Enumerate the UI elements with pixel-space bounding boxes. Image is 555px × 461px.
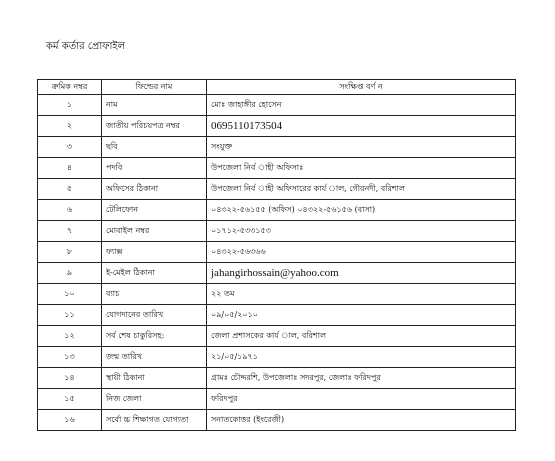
table-row xyxy=(38,284,516,305)
description-cell: ০৪৩২২-৫৬১৫৫ (অফিস) ০৪৩২২-৫৬১৫৬ (বাসা) xyxy=(207,200,516,221)
description-cell: মোঃ জাহাঙ্গীর হোসেন xyxy=(207,95,516,116)
description-cell: ফরিদপুর xyxy=(207,389,516,410)
field-name-cell: সর্ব শেষ চাকুরিসহ: xyxy=(102,326,207,347)
description-cell: ২২ তম xyxy=(207,284,516,305)
field-name-cell: মোবাইল নম্বর xyxy=(102,221,207,242)
table-row xyxy=(38,326,516,347)
serial-number-cell: ৯ xyxy=(38,263,102,284)
serial-number-cell: ১৪ xyxy=(38,368,102,389)
table-row xyxy=(38,347,516,368)
serial-number-cell: ৬ xyxy=(38,200,102,221)
serial-number-cell: ৭ xyxy=(38,221,102,242)
field-name-cell: অফিসের ঠিকানা xyxy=(102,179,207,200)
serial-number-cell: ১৫ xyxy=(38,389,102,410)
table-row xyxy=(38,368,516,389)
page-title: কর্ম কর্তার প্রোফাইল xyxy=(46,41,126,52)
description-cell: গ্রামঃ চৌদ্দরশি, উপজেলাঃ সদরপুর, জেলাঃ ফরিদপুর xyxy=(207,368,516,389)
header-row xyxy=(38,80,516,95)
serial-number-cell: ১২ xyxy=(38,326,102,347)
field-name-cell: যোগদানের তারিখ xyxy=(102,305,207,326)
table-body xyxy=(38,95,516,431)
field-name-cell: ব্যাচ xyxy=(102,284,207,305)
table-row xyxy=(38,158,516,179)
serial-number-cell: ১০ xyxy=(38,284,102,305)
serial-number-cell: ১ xyxy=(38,95,102,116)
description-cell: উপজেলা নির্ব াহী অফিসারের কার্য াল, গৌরনদী, বরিশাল xyxy=(207,179,516,200)
description-cell: 0695110173504 xyxy=(207,116,516,137)
description-cell: jahangirhossain@yahoo.com xyxy=(207,263,516,284)
header-serial: ক্রমিক নম্বর xyxy=(38,80,102,95)
field-name-cell: নাম xyxy=(102,95,207,116)
description-cell: উপজেলা নির্ব াহী অফিসাঃ xyxy=(207,158,516,179)
field-name-cell: স্থায়ী ঠিকানা xyxy=(102,368,207,389)
table-row xyxy=(38,221,516,242)
table-row xyxy=(38,410,516,431)
table-row xyxy=(38,179,516,200)
description-cell: ২১/০৫/১৯৭১ xyxy=(207,347,516,368)
serial-number-cell: ১৩ xyxy=(38,347,102,368)
description-cell: ০১৭১২-৫৩৩১৫৩ xyxy=(207,221,516,242)
table-row xyxy=(38,137,516,158)
field-name-cell: নিজ জেলা xyxy=(102,389,207,410)
field-name-cell: ফ্যাক্স xyxy=(102,242,207,263)
header-description: সংক্ষিপ্ত বর্ণ ন xyxy=(207,80,516,95)
field-name-cell: টেলিফোন xyxy=(102,200,207,221)
field-name-cell: সর্বো চ্চ শিক্ষাগত যোগ্যতা xyxy=(102,410,207,431)
table-row xyxy=(38,242,516,263)
table-row xyxy=(38,389,516,410)
serial-number-cell: ৪ xyxy=(38,158,102,179)
serial-number-cell: ৩ xyxy=(38,137,102,158)
field-name-cell: জন্ম তারিখ xyxy=(102,347,207,368)
description-cell: জেলা প্রশাসকের কার্য াল, বরিশাল xyxy=(207,326,516,347)
serial-number-cell: ২ xyxy=(38,116,102,137)
table-row xyxy=(38,305,516,326)
field-name-cell: ছবি xyxy=(102,137,207,158)
field-name-cell: ই-মেইল ঠিকানা xyxy=(102,263,207,284)
header-field: ফিল্ডের নাম xyxy=(102,80,207,95)
serial-number-cell: ৫ xyxy=(38,179,102,200)
table-row xyxy=(38,95,516,116)
profile-table xyxy=(37,79,516,431)
description-cell: সনাতকোত্তর (ইংরেজী) xyxy=(207,410,516,431)
description-cell: ০৪৩২২-৫৬৩৬৬ xyxy=(207,242,516,263)
field-name-cell: জাতীয় পরিচয়পত্র নম্বর xyxy=(102,116,207,137)
table-row xyxy=(38,116,516,137)
serial-number-cell: ৮ xyxy=(38,242,102,263)
field-name-cell: পদবি xyxy=(102,158,207,179)
serial-number-cell: ১১ xyxy=(38,305,102,326)
serial-number-cell: ১৬ xyxy=(38,410,102,431)
description-cell: ০৯/০৫/২০১০ xyxy=(207,305,516,326)
table-row xyxy=(38,200,516,221)
description-cell: সংযুক্ত xyxy=(207,137,516,158)
table-row xyxy=(38,263,516,284)
table-header xyxy=(38,80,516,95)
